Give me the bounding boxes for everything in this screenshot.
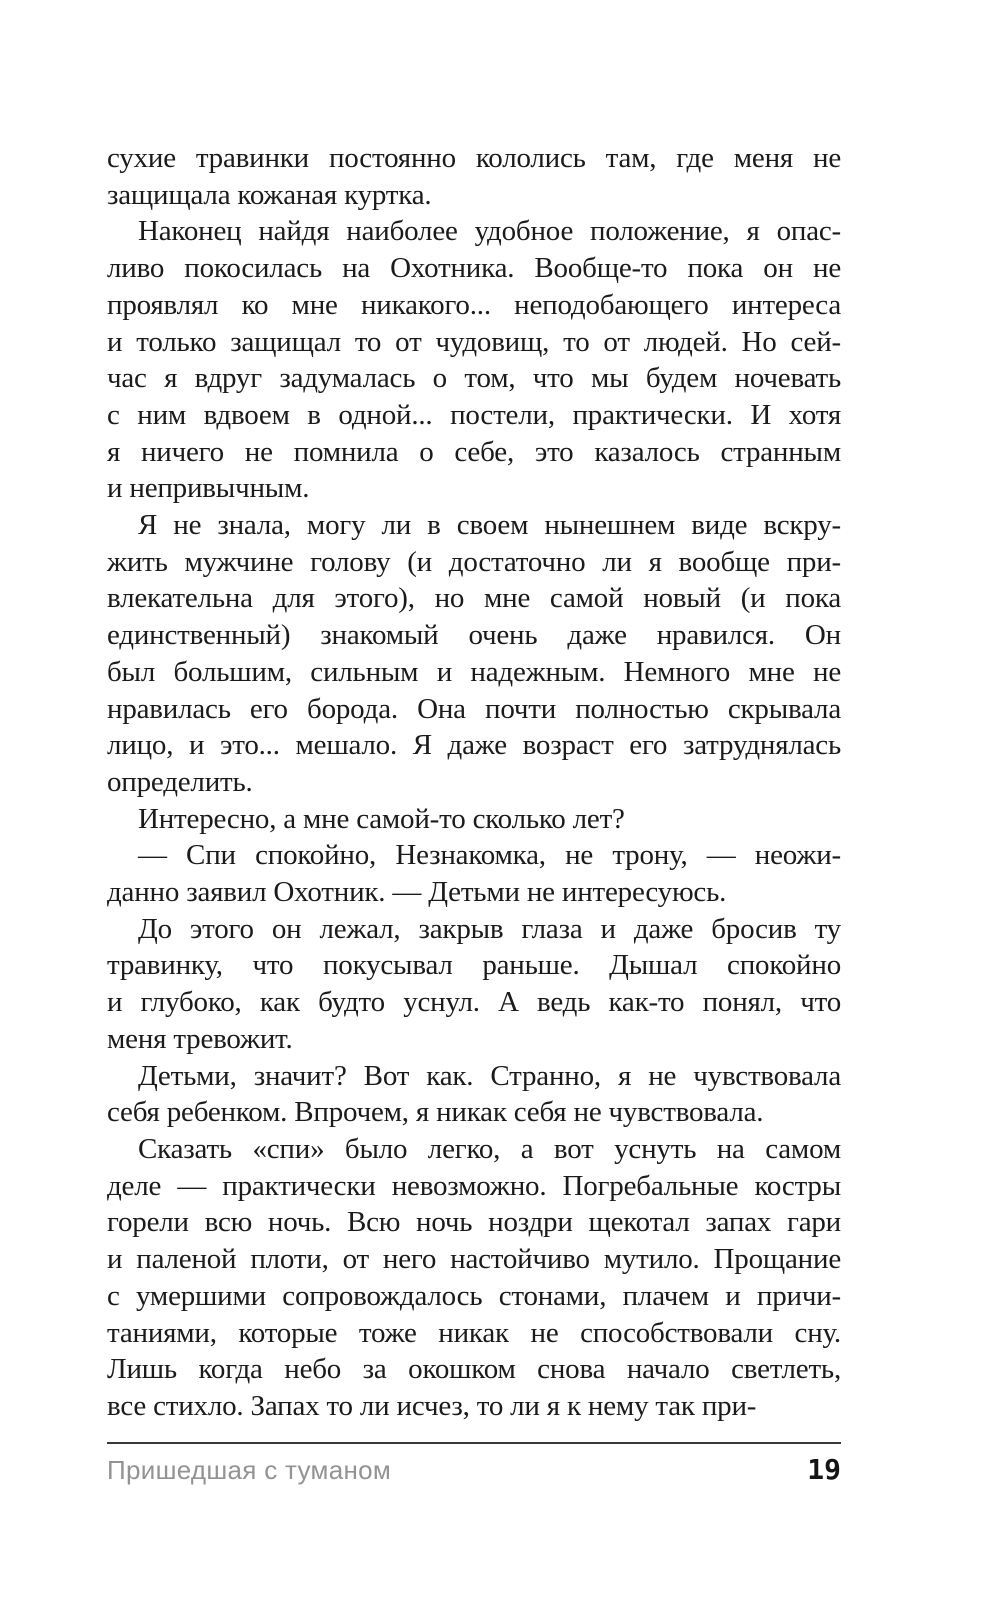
- text-line: травинку, что покусывал раньше. Дышал спокойно: [107, 949, 841, 982]
- text-line: Я не знала, могу ли в своем нынешнем виде вскру-: [138, 509, 841, 542]
- text-line: нравилась его борода. Она почти полностью скрывала: [107, 692, 841, 725]
- text-line: был большим, сильным и надежным. Немного мне не: [107, 655, 841, 688]
- text-line: и непривычным.: [107, 472, 310, 505]
- text-line: — Спи спокойно, Незнакомка, не трону, — неожи-: [138, 839, 841, 872]
- text-line: Сказать «спи» было легко, а вот уснуть на самом: [138, 1132, 841, 1165]
- text-line: Лишь когда небо за окошком снова начало светлеть,: [107, 1353, 841, 1386]
- paragraph: [107, 140, 841, 213]
- text-line: До этого он лежал, закрыв глаза и даже бросив ту: [138, 912, 841, 945]
- text-line: сухие травинки постоянно кололись там, где меня не: [107, 142, 841, 174]
- text-line: Наконец найдя наиболее удобное положение, я опас-: [138, 215, 841, 248]
- paragraph: [107, 1131, 841, 1425]
- text-line: проявлял ко мне никакого... неподобающего интереса: [107, 288, 841, 321]
- text-line: определить.: [107, 765, 253, 798]
- text-line: меня тревожит.: [107, 1022, 293, 1055]
- paragraph: [107, 837, 841, 910]
- paragraph: [107, 213, 841, 507]
- paragraph: [107, 507, 841, 801]
- page-number: 19: [807, 1453, 841, 1486]
- text-line: влекательна для этого), но мне самой новый (и пока: [107, 582, 841, 615]
- text-line: лицо, и это... мешало. Я даже возраст его затруднялась: [107, 729, 841, 762]
- text-line: себя ребенком. Впрочем, я никак себя не чувствовала.: [107, 1096, 764, 1129]
- paragraph: [107, 1058, 841, 1131]
- text-line: Интересно, а мне самой-то сколько лет?: [138, 802, 625, 835]
- text-line: и паленой плоти, от него настойчиво мутило. Прощание: [107, 1243, 841, 1276]
- text-line: час я вдруг задумалась о том, что мы будем ночевать: [107, 362, 841, 395]
- text-line: ливо покосилась на Охотника. Вообще-то пока он не: [107, 252, 841, 285]
- text-line: защищала кожаная куртка.: [107, 178, 432, 211]
- running-title: Пришедшая с туманом: [107, 1455, 392, 1485]
- text-line: данно заявил Охотник. — Детьми не интересуюсь.: [107, 876, 727, 909]
- text-line: все стихло. Запах то ли исчез, то ли я к нему так при-: [107, 1389, 757, 1422]
- text-line: деле — практически невозможно. Погребальные костры: [107, 1169, 841, 1202]
- text-line: таниями, которые тоже никак не способствовали сну.: [107, 1316, 841, 1349]
- paragraph: [107, 801, 841, 838]
- text-line: Детьми, значит? Вот как. Странно, я не чувствовала: [138, 1059, 841, 1092]
- text-line: горели всю ночь. Всю ночь ноздри щекотал запах гари: [107, 1206, 841, 1239]
- footer-row: [107, 1453, 841, 1486]
- text-line: с ним вдвоем в одной... постели, практически. И хотя: [107, 398, 841, 431]
- footer-divider: [107, 1442, 841, 1444]
- text-line: единственный) знакомый очень даже нравился. Он: [107, 619, 841, 652]
- page-text: [107, 140, 841, 1425]
- text-line: я ничего не помнила о себе, это казалось странным: [107, 435, 841, 468]
- text-line: и глубоко, как будто уснул. А ведь как-то понял, что: [107, 986, 841, 1019]
- paragraph: [107, 911, 841, 1058]
- text-line: жить мужчине голову (и достаточно ли я вообще при-: [107, 545, 841, 578]
- page-footer: [107, 1442, 841, 1486]
- text-line: с умершими сопровождалось стонами, плачем и причи-: [107, 1279, 841, 1312]
- text-line: и только защищал то от чудовищ, то от людей. Но сей-: [107, 325, 841, 358]
